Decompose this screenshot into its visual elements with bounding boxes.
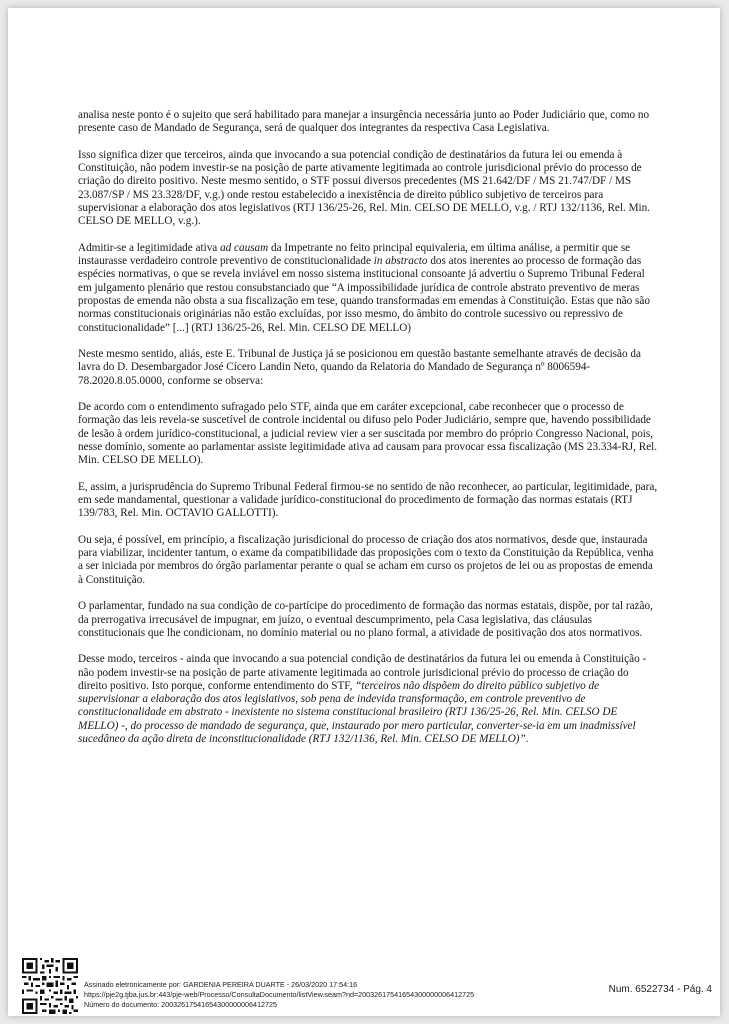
body-paragraph: [78, 242, 658, 335]
italic-text: “terceiros não dispõem do direito público subjetivo de supervisionar a elaboração dos atos legislativos, sob pena de indevida transformação, em controle preventivo de constitucionalidade em abstrato - inexistente no sistema constitucional brasileiro (RTJ 136/25-26, Rel. Min. CELSO DE MELLO) -, do processo de mandado de segurança, que, instaurado por mero particular, converter-se-ia em um inadmissível sucedâneo da ação direta de inconstitucionalidade (RTJ 132/1136, Rel. Min. CELSO DE MELLO)”: [78, 679, 636, 746]
body-paragraph: [78, 109, 658, 136]
document-number: Número do documento: 20032617541654300000006412725: [84, 1000, 278, 1010]
signed-by-line: Assinado eletronicamente por: GARDENIA PEREIRA DUARTE - 26/03/2020 17:54:16: [84, 980, 358, 989]
text-run: Neste mesmo sentido, aliás, este E. Tribunal de Justiça já se posicionou em questão bastante semelhante através de decisão da lavra do D. Desembargador José Cícero Landin Neto, quando da Relatoria do Mandado de Segurança nº 8006594-78.2020.8.05.0000, conforme se observa:: [78, 348, 641, 387]
italic-text: in abstracto: [373, 255, 428, 268]
document-url[interactable]: https://pje2g.tjba.jus.br:443/pje-web/Processo/ConsultaDocumento/listView.seam?nd=20032617541654300000006412725: [84, 990, 475, 1000]
text-run: O parlamentar, fundado na sua condição de co-partícipe do procedimento de formação das normas estatais, dispõe, por tal razão, da prerrogativa irrecusável de impugnar, em juízo, o eventual descumprimento, pela Casa legislativa, das cláusulas constitucionais que lhe condicionam, no domínio material ou no plano formal, a atividade de positivação dos atos normativos.: [78, 600, 653, 639]
text-run: Admitir-se a legitimidade ativa: [78, 241, 221, 254]
body-paragraph: [78, 534, 658, 587]
text-run: Isso significa dizer que terceiros, ainda que invocando a sua potencial condição de destinatários da futura lei ou emenda à Constituição, não podem investir-se na posição de parte ativamente legitimada ao controle jurisdicional prévio do processo de criação do direito positivo. Neste mesmo sentido, o STF possui diversos precedentes (MS 21.642/DF / MS 21.747/DF / MS 23.087/SP / MS 23.328/DF, v.g.) onde restou estabelecido a inexistência de direito público subjetivo de terceiros para supervisionar a elaboração dos atos legislativos (RTJ 136/25-26, Rel. Min. CELSO DE MELLO, v.g. / RTJ 132/1136, Rel. Min. CELSO DE MELLO, v.g.).: [78, 148, 651, 228]
body-paragraph: [78, 149, 658, 229]
document-page: [8, 8, 720, 1016]
text-run: E, assim, a jurisprudência do Supremo Tribunal Federal firmou-se no sentido de não reconhecer, ao particular, legitimidade, para, em sede mandamental, questionar a validade jurídico-constitucional do procedimento de formação das normas estatais (RTJ 139/783, Rel. Min. OCTAVIO GALLOTTI).: [78, 480, 658, 520]
page-number: Num. 6522734 - Pág. 4: [608, 984, 712, 995]
italic-text: ad causam: [220, 241, 269, 254]
signature-footer: [16, 954, 716, 1016]
body-paragraph: [78, 653, 658, 746]
text-run: Ou seja, é possível, em princípio, a fiscalização jurisdicional do processo de criação dos atos normativos, desde que, instaurada para viabilizar, incidenter tantum, o exame da compatibilidade das proposições com o texto da Constituição da República, venha a ser iniciada por membros do órgão parlamentar perante o qual se acham em curso os projetos de lei ou as propostas de emenda à Constituição.: [78, 533, 654, 586]
qr-code-icon: [22, 958, 78, 1014]
body-paragraph: [78, 481, 658, 521]
document-body: [78, 109, 658, 760]
text-run: .: [525, 733, 529, 746]
text-run: De acordo com o entendimento sufragado pelo STF, ainda que em caráter excepcional, cabe reconhecer que o processo de formação das leis revela-se suscetível de controle incidental ou difuso pelo Poder Judiciário, sempre que, havendo possibilidade de lesão à ordem jurídico-constitucional, a judicial review vier a ser suscitada por membro do próprio Congresso Nacional, pois, nesse domínio, somente ao parlamentar assiste legitimidade ativa ad causam para provocar essa fiscalização (MS 23.334-RJ, Rel. Min. CELSO DE MELLO).: [78, 401, 658, 467]
text-run: Desse modo, terceiros - ainda que invocando a sua potencial condição de destinatários da futura lei ou emenda à Constituição - não podem investir-se na posição de parte ativamente legitimada ao controle jurisdicional prévio do processo de criação do direito positivo. Isto porque, conforme entendimento do STF,: [78, 653, 647, 692]
body-paragraph: [78, 600, 658, 640]
text-run: analisa neste ponto é o sujeito que será habilitado para manejar a insurgência necessária junto ao Poder Judiciário que, como no presente caso de Mandado de Segurança, será de qualquer dos integrantes da respectiva Casa Legislativa.: [78, 109, 650, 135]
body-paragraph: [78, 348, 658, 388]
text-run: dos atos inerentes ao processo de formação das espécies normativas, o que se revela inviável em nosso sistema institucional consoante já advertiu o Supremo Tribunal Federal em julgamento plenário que restou consubstanciado que “A impossibilidade jurídica de controle abstrato preventivo de meras propostas de emenda não obsta a sua fiscalização em tese, quando transformadas em emendas à Constituição. Estas que não são normas constitucionais originárias não estão excluídas, por isso mesmo, do âmbito do controle sucessivo ou repressivo de constitucionalidade” [...] (RTJ 136/25-26, Rel. Min. CELSO DE MELLO): [78, 255, 650, 334]
body-paragraph: [78, 401, 658, 467]
text-run: da Impetrante no feito principal equivaleria, em última análise, a permitir que se instaurasse verdadeiro controle preventivo de constitucionalidade: [78, 241, 631, 268]
footer-text: [84, 980, 474, 1011]
